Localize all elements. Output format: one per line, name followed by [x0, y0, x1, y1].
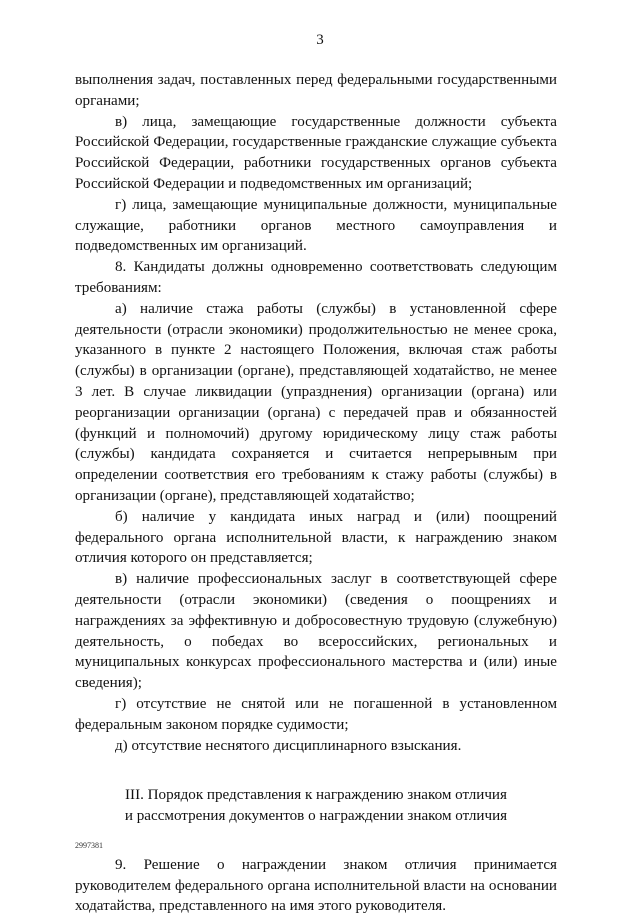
- document-code: 2997381: [75, 841, 103, 850]
- section-heading: [75, 785, 557, 827]
- paragraph-item-b-awards: б) наличие у кандидата иных наград и (или) поощрений федерального органа исполнительной власти, к награждению знаком отличия которого он представляется;: [75, 508, 557, 567]
- paragraph-item-g-record: г) отсутствие не снятой или не погашенной в установленном федеральным законом порядке судимости;: [75, 695, 557, 733]
- paragraph-item-a-experience: а) наличие стажа работы (службы) в установленной сфере деятельности (отрасли экономики) продолжительностью не менее срока, указанного в пункте 2 настоящего Положения, включая стаж работы (службы) в организации (органе), представляющей ходатайство, не менее 3 лет. В случае ликвидации (упразднения) организации (органа) или реорганизации организации (органа) с передачей прав и обязанностей (функций и полномочий) другому юридическому лицу стаж работы (службы) кандидата сохраняется и считается непрерывным при определении соответствия его требованиям к стажу работы (службы) в организации (органе), представляющей ходатайство;: [75, 300, 557, 504]
- section-heading-line-2: и рассмотрения документов о награждении знаком отличия: [124, 808, 508, 825]
- section-heading-line-1: III. Порядок представления к награждению знаком отличия: [125, 787, 507, 804]
- paragraph-continuation: выполнения задач, поставленных перед федеральными государственными органами;: [75, 72, 557, 109]
- paragraph-clause-9: 9. Решение о награждении знаком отличия принимается руководителем федерального органа исполнительной власти на основании ходатайства, представленного на имя этого руководителя.: [75, 856, 557, 915]
- paragraph-item-d-discipline: д) отсутствие неснятого дисциплинарного взыскания.: [115, 737, 462, 754]
- paragraph-clause-8: 8. Кандидаты должны одновременно соответствовать следующим требованиям:: [75, 259, 557, 296]
- page-number: 3: [316, 32, 324, 48]
- paragraph-item-v-merits: в) наличие профессиональных заслуг в соответствующей сфере деятельности (отрасли экономики) (сведения о поощрениях и награждениях за эффективную и добросовестную трудовую (служебную) деятельность, о победах во всероссийских, региональных и муниципальных конкурсах профессионального мастерства и (или) иные сведения);: [75, 571, 557, 692]
- paragraph-item-g-municipal: г) лица, замещающие муниципальные должности, муниципальные служащие, работники органов местного самоуправления и подведомственных им организаций.: [75, 196, 557, 255]
- paragraph-item-v-regional: в) лица, замещающие государственные должности субъекта Российской Федерации, государственные гражданские служащие субъекта Российской Федерации, работники государственных органов субъекта Российской Федерации и подведомственных им организаций;: [75, 113, 557, 192]
- document-body: [75, 70, 557, 917]
